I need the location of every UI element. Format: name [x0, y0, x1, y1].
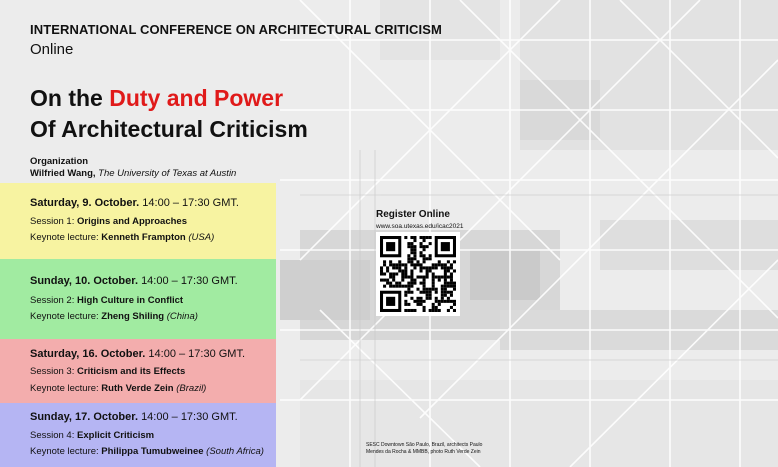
title-highlight: Duty and Power: [109, 85, 284, 111]
keynote-line: [30, 311, 198, 322]
keynote-country: (USA): [188, 232, 215, 243]
organizer-affiliation: The University of Texas at Austin: [98, 168, 237, 179]
session-label: Session 3:: [30, 366, 75, 377]
title-line-2: Of Architectural Criticism: [30, 116, 308, 142]
organizer: [30, 168, 236, 179]
session-title-line: [30, 216, 187, 227]
session-date: [30, 275, 238, 287]
organizer-name: Wilfried Wang,: [30, 168, 96, 179]
session-title: Explicit Criticism: [77, 430, 155, 441]
session-title-line: [30, 366, 185, 377]
keynote-label: Keynote lecture:: [30, 311, 99, 322]
qr-code-icon[interactable]: [376, 232, 460, 316]
keynote-country: (China): [166, 311, 198, 322]
session-day: Sunday, 10. October.: [30, 275, 138, 287]
keynote-label: Keynote lecture:: [30, 446, 99, 457]
session-label: Session 1:: [30, 216, 75, 227]
keynote-country: (Brazil): [176, 383, 207, 394]
keynote-speaker: Kenneth Frampton: [101, 232, 186, 243]
keynote-label: Keynote lecture:: [30, 232, 99, 243]
session-day: Saturday, 16. October.: [30, 348, 146, 360]
keynote-line: [30, 446, 264, 457]
session-day: Saturday, 9. October.: [30, 197, 140, 209]
register-url[interactable]: www.soa.utexas.edu/icac2021: [376, 223, 464, 230]
keynote-label: Keynote lecture:: [30, 383, 99, 394]
session-block-1: [0, 183, 276, 259]
session-time: 14:00 – 17:30 GMT.: [148, 348, 246, 360]
session-title: Criticism and its Effects: [77, 366, 186, 377]
session-title: High Culture in Conflict: [77, 295, 184, 306]
session-date: [30, 411, 238, 423]
title-prefix: On the: [30, 85, 110, 111]
session-time: 14:00 – 17:30 GMT.: [142, 197, 239, 209]
keynote-country: (South Africa): [206, 446, 264, 457]
session-date: [30, 348, 245, 360]
keynote-line: [30, 383, 206, 394]
session-title-line: [30, 430, 154, 441]
session-title: Origins and Approaches: [77, 216, 187, 227]
session-title-line: [30, 295, 183, 306]
keynote-line: [30, 232, 214, 243]
session-block-4: [0, 403, 276, 467]
session-label: Session 2:: [30, 295, 75, 306]
session-time: 14:00 – 17:30 GMT.: [141, 275, 238, 287]
keynote-speaker: Ruth Verde Zein: [101, 383, 174, 394]
session-day: Sunday, 17. October.: [30, 411, 138, 423]
photo-caption-line-2: Mendes da Rocha & MMBB, photo Ruth Verde Zein: [366, 449, 481, 455]
session-label: Session 4:: [30, 430, 75, 441]
session-date: [30, 197, 239, 209]
session-time: 14:00 – 17:30 GMT.: [141, 411, 238, 423]
keynote-speaker: Philippa Tumubweinee: [101, 446, 204, 457]
qr-code-graphic: [376, 232, 460, 316]
photo-caption: [366, 442, 496, 456]
photo-caption-line-1: SESC Downtown São Paulo, Brazil, architects Paulo: [366, 442, 483, 448]
keynote-speaker: Zheng Shiling: [101, 311, 165, 322]
event-title: [30, 83, 308, 145]
conference-format: Online: [30, 41, 74, 58]
title-line-1: [30, 83, 308, 114]
register-label: Register Online: [376, 209, 450, 220]
session-block-3: [0, 339, 276, 403]
organization-label: Organization: [30, 156, 89, 167]
session-block-2: [0, 259, 276, 339]
conference-name: INTERNATIONAL CONFERENCE ON ARCHITECTURAL CRITICISM: [30, 22, 442, 37]
